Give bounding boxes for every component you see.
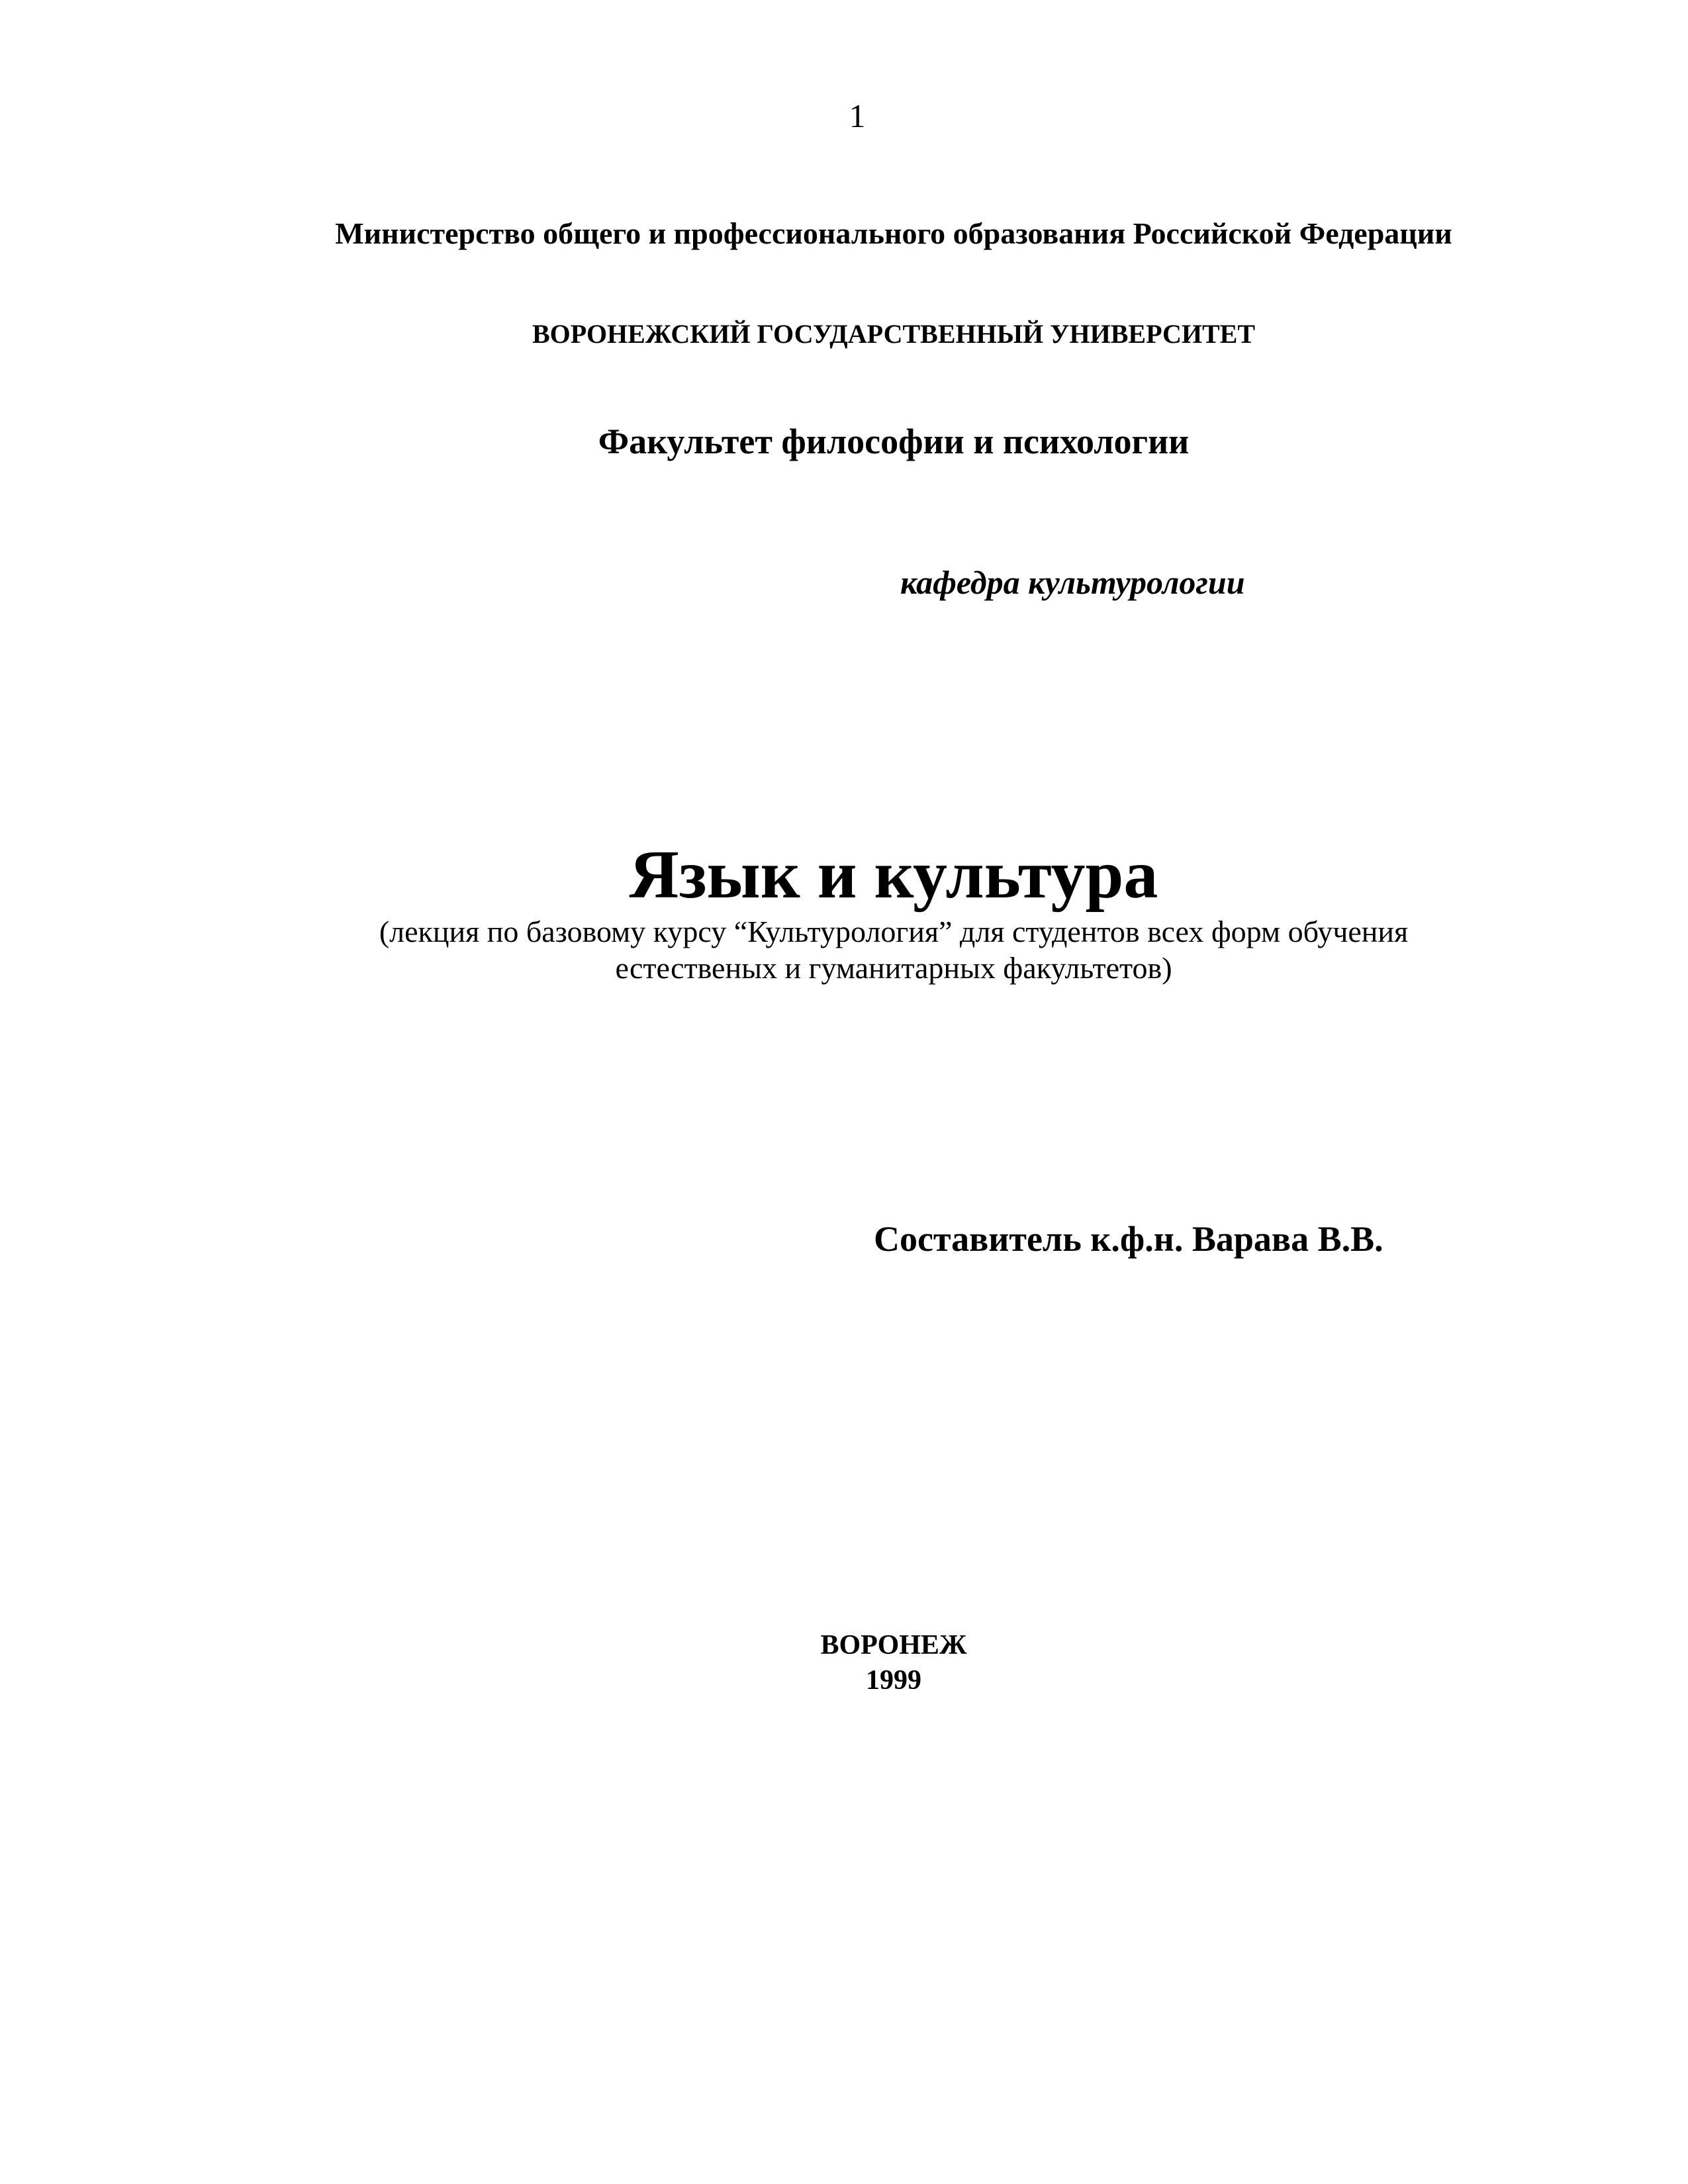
document-title: Язык и культура bbox=[629, 837, 1158, 913]
publication-city: ВОРОНЕЖ bbox=[820, 1630, 967, 1661]
department-label: кафедра культурологии bbox=[900, 564, 1245, 601]
publication-year: 1999 bbox=[866, 1665, 921, 1696]
document-subtitle-line-1: (лекция по базовому курсу “Культурология” для студентов всех форм обучения bbox=[379, 915, 1409, 948]
author-credit: Составитель к.ф.н. Варава В.В. bbox=[874, 1219, 1383, 1259]
document-subtitle-line-2: естественых и гуманитарных факультетов) bbox=[615, 951, 1172, 985]
page-number: 1 bbox=[849, 97, 866, 134]
university-heading: ВОРОНЕЖСКИЙ ГОСУДАРСТВЕННЫЙ УНИВЕРСИТЕТ bbox=[532, 319, 1256, 349]
faculty-heading: Факультет философии и психологии bbox=[598, 422, 1190, 461]
ministry-heading: Министерство общего и профессионального образования Российской Федерации bbox=[335, 216, 1452, 250]
